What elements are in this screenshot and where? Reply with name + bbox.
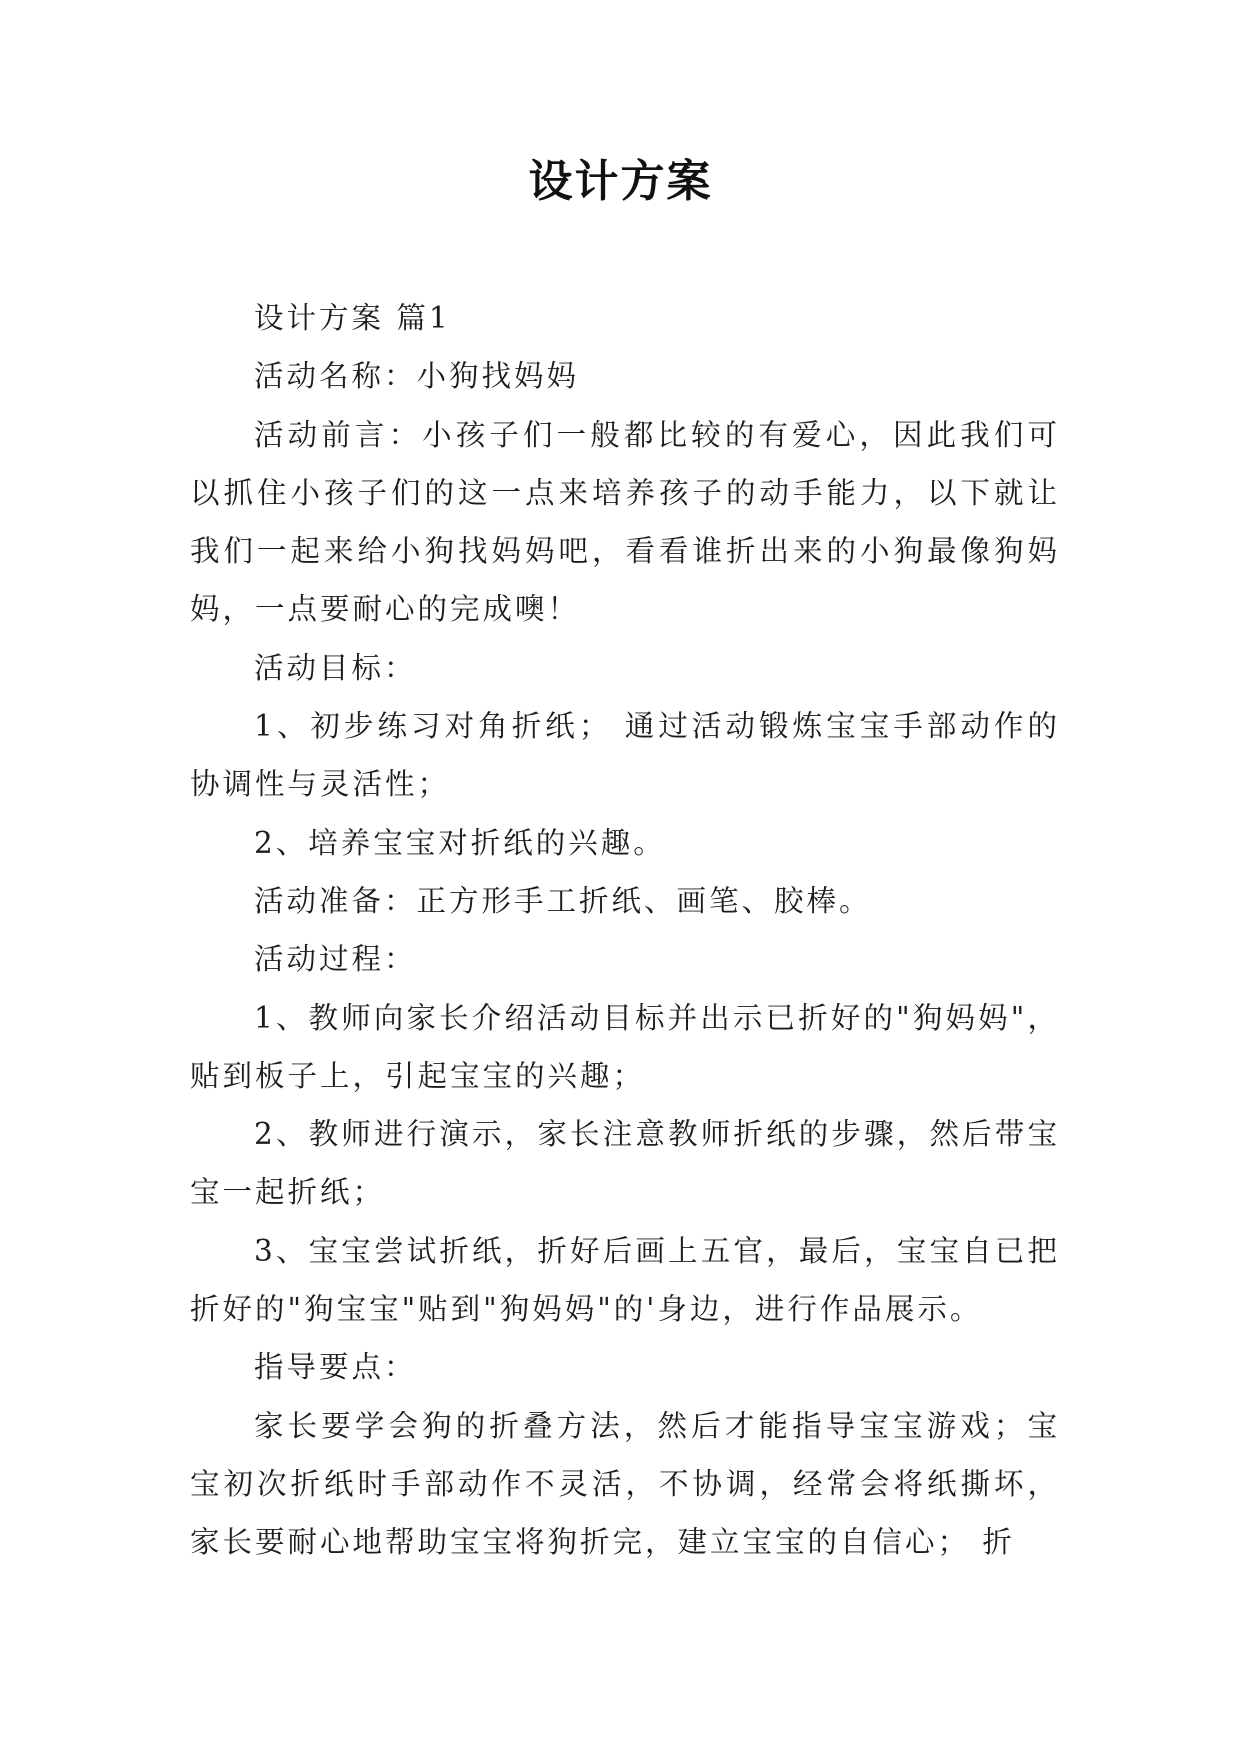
activity-preface: 活动前言：小孩子们一般都比较的有爱心，因此我们可以抓住小孩子们的这一点来培养孩子的动手能力，以下就让我们一起来给小狗找妈妈吧，看看谁折出来的小狗最像狗妈妈，一点要耐心的完成噢！ xyxy=(190,417,1060,627)
activity-process-heading: 活动过程： xyxy=(254,942,417,977)
document-title: 设计方案 xyxy=(528,156,713,207)
guidance-heading: 指导要点： xyxy=(254,1350,417,1385)
activity-goals-heading: 活动目标： xyxy=(254,650,417,685)
document-body xyxy=(190,289,1060,1572)
activity-preparation: 活动准备：正方形手工折纸、画笔、胶棒。 xyxy=(254,883,872,918)
activity-name: 活动名称：小狗找妈妈 xyxy=(254,359,580,394)
process-step: 1、教师向家长介绍活动目标并出示已折好的"狗妈妈"，贴到板子上，引起宝宝的兴趣； xyxy=(190,1000,1060,1093)
process-step: 3、宝宝尝试折纸，折好后画上五官，最后，宝宝自已把折好的"狗宝宝"贴到"狗妈妈"的'身边，进行作品展示。 xyxy=(190,1233,1060,1327)
goal-item: 2、培养宝宝对折纸的兴趣。 xyxy=(254,825,666,860)
section-heading: 设计方案 篇1 xyxy=(254,301,451,335)
goal-item: 1、初步练习对角折纸； 通过活动锻炼宝宝手部动作的协调性与灵活性； xyxy=(190,709,1060,802)
process-step: 2、教师进行演示，家长注意教师折纸的步骤，然后带宝宝一起折纸； xyxy=(190,1117,1060,1210)
guidance-text: 家长要学会狗的折叠方法，然后才能指导宝宝游戏；宝宝初次折纸时手部动作不灵活，不协调，经常会将纸撕坏，家长要耐心地帮助宝宝将狗折完，建立宝宝的自信心； 折 xyxy=(190,1408,1060,1560)
